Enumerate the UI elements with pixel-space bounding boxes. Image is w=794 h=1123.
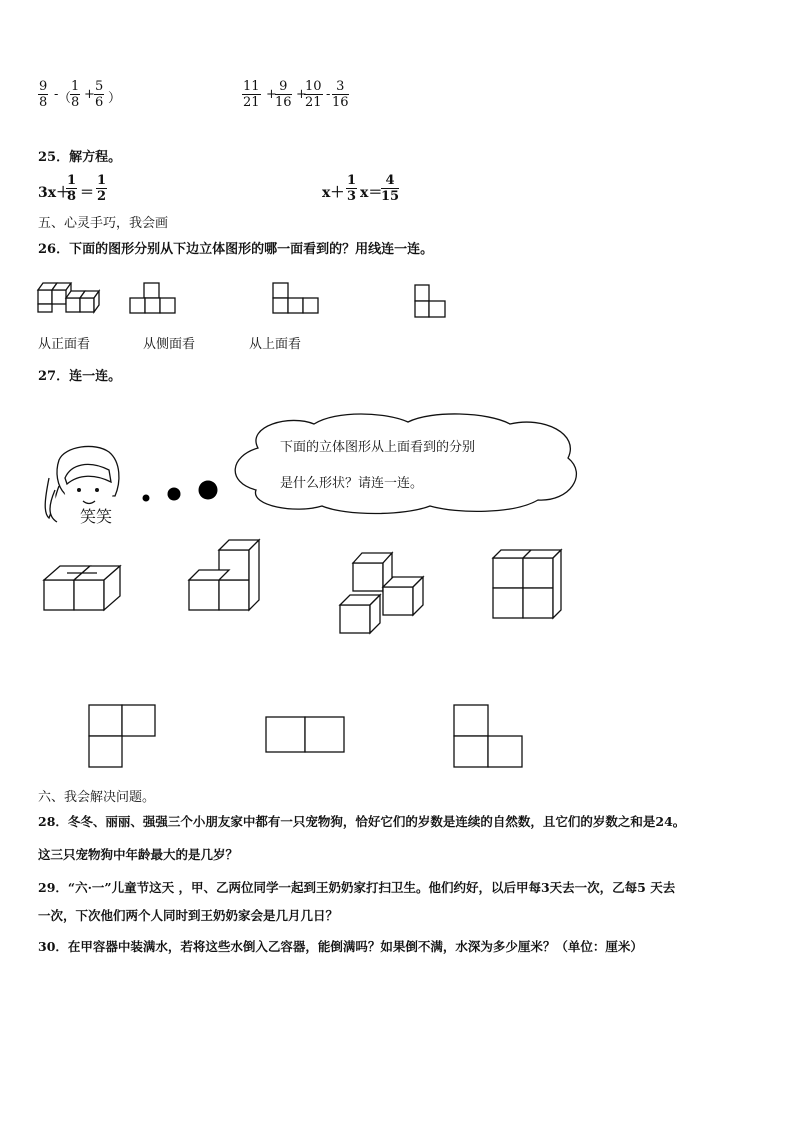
q27-top-view-3 (454, 705, 524, 769)
fraction: $\frac{5}{6}$ (95, 79, 104, 110)
q26-solid-figure (38, 275, 100, 317)
question-29-line2: 一次，下次他们两个人同时到王奶奶家会是几月几日？ (38, 908, 339, 923)
question-29-line1: 29．“六·一”儿童节这天 ，甲、乙两位同学一起到王奶奶家打扫卫生。他们约好，以后甲每3天去一次，乙每5 天去 (38, 880, 676, 895)
q27-solid-4 (493, 548, 569, 620)
fraction: $\frac{1}{2}$ (97, 173, 107, 204)
fraction: $\frac{4}{15}$ (381, 173, 400, 204)
question-27-title: 27．连一连。 (38, 369, 122, 384)
character-name: 笑笑 (80, 507, 113, 526)
label-front-view: 从正面看 (38, 337, 91, 352)
q27-top-view-1 (89, 705, 157, 769)
fraction: $\frac{1}{3}$ (347, 173, 357, 204)
fraction: $\frac{1}{8}$ (71, 79, 80, 110)
fraction: $\frac{1}{8}$ (67, 173, 77, 204)
fraction: $\frac{9}{16}$ (275, 79, 292, 110)
fraction: $\frac{11}{21}$ (243, 79, 260, 110)
question-25-title: 25．解方程。 (38, 150, 122, 165)
section-5-heading: 五、心灵手巧，我会画 (38, 216, 169, 231)
question-28-line2: 这三只宠物狗中年龄最大的是几岁？ (38, 847, 239, 862)
q27-solid-2 (189, 538, 265, 612)
question-30-line1: 30．在甲容器中装满水，若将这些水倒入乙容器，能倒满吗？如果倒不满，水深为多少厘米？（单位：厘米） (38, 939, 643, 954)
fraction: $\frac{10}{21}$ (305, 79, 322, 110)
question-26-title: 26．下面的图形分别从下边立体图形的哪一面看到的？用线连一连。 (38, 242, 434, 257)
bubble-text-line2: 是什么形状？请连一连。 (280, 476, 424, 491)
question-28-line1: 28．冬冬、丽丽、强强三个小朋友家中都有一只宠物狗，恰好它们的岁数是连续的自然数，且它们的岁数之和是24。 (38, 814, 686, 829)
section-6-heading: 六、我会解决问题。 (38, 790, 156, 805)
thought-bubbles (140, 478, 220, 504)
label-side-view: 从侧面看 (143, 337, 196, 352)
q26-view-top (415, 285, 447, 319)
q27-top-view-2 (266, 717, 346, 755)
q26-view-side (273, 283, 319, 315)
label-top-view: 从上面看 (249, 337, 302, 352)
bubble-text-line1: 下面的立体图形从上面看到的分别 (280, 440, 476, 455)
q26-view-front (130, 283, 176, 315)
fraction: $\frac{9}{8}$ (39, 79, 48, 110)
cloud-bubble (218, 408, 590, 518)
q27-solid-3 (340, 549, 430, 637)
fraction: $\frac{3}{16}$ (332, 79, 349, 110)
q27-solid-1 (44, 558, 124, 614)
